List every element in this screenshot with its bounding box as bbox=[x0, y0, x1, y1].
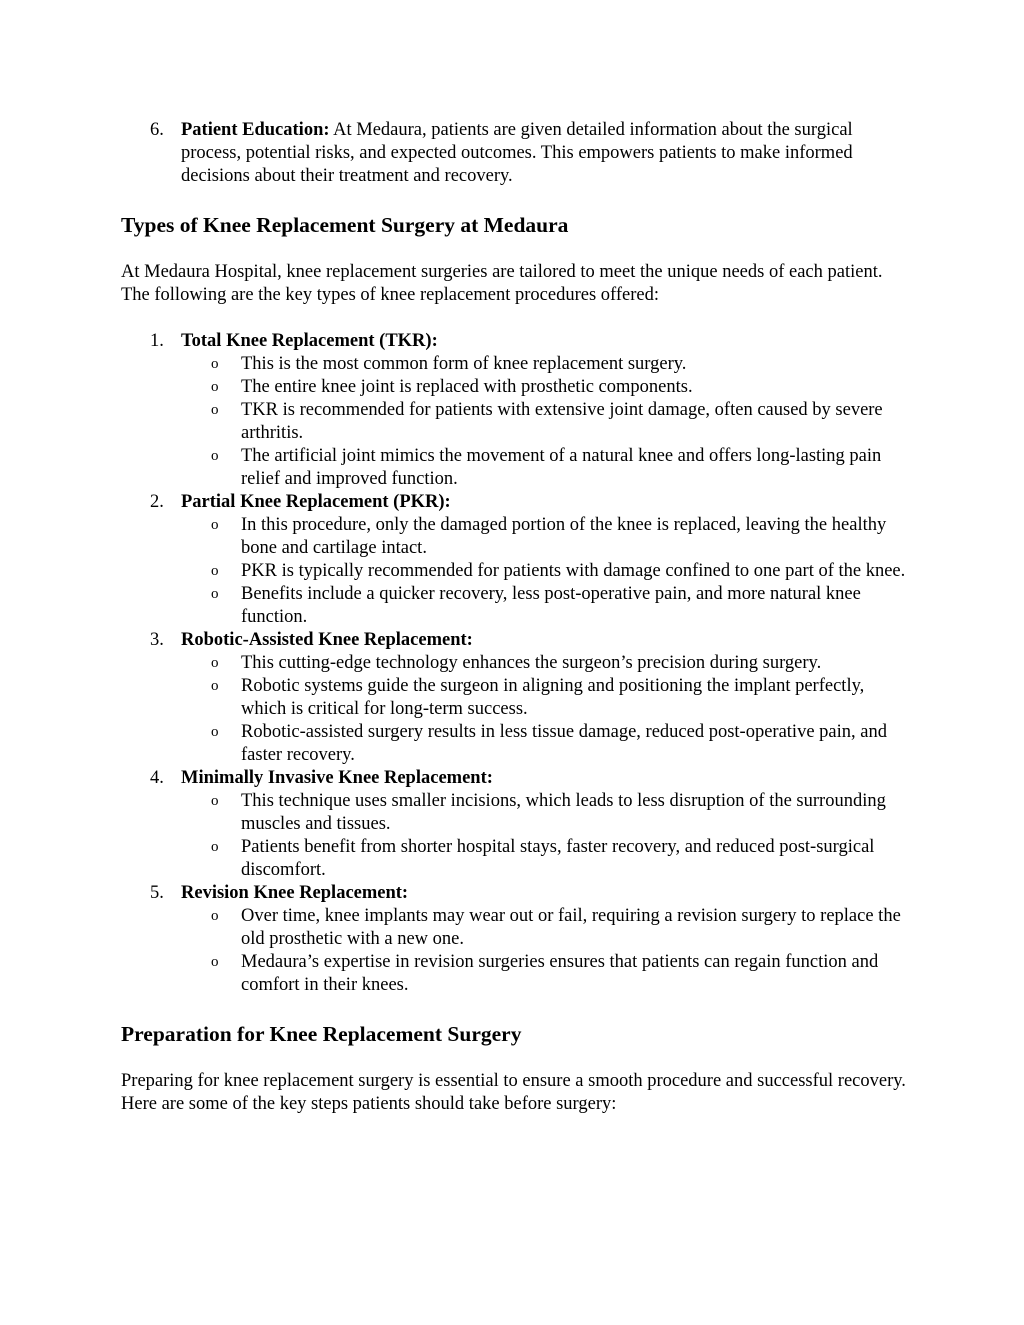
list-item-title: Patient Education: bbox=[181, 120, 330, 140]
list-number: 2. bbox=[150, 492, 164, 512]
list-number: 3. bbox=[150, 630, 164, 650]
bullet-icon: o bbox=[211, 379, 219, 395]
sub-list-item-text: Medaura’s expertise in revision surgeries ensures that patients can regain function and comfort in their knees. bbox=[241, 952, 879, 995]
bullet-icon: o bbox=[211, 655, 219, 671]
bullet-icon: o bbox=[211, 908, 219, 924]
bullet-icon: o bbox=[211, 678, 219, 694]
list-item bbox=[121, 882, 911, 905]
list-item-title: Partial Knee Replacement (PKR): bbox=[181, 492, 451, 512]
sub-list-item bbox=[121, 583, 911, 629]
section-paragraph-types: At Medaura Hospital, knee replacement surgeries are tailored to meet the unique needs of each patient. The following are the key types of knee replacement procedures offered: bbox=[121, 262, 883, 305]
sub-list-item bbox=[121, 514, 911, 560]
sub-list-item bbox=[121, 445, 911, 491]
list-item bbox=[121, 330, 911, 353]
list-item bbox=[121, 491, 911, 514]
sub-list-item-text: This cutting-edge technology enhances the surgeon’s precision during surgery. bbox=[241, 653, 822, 673]
bullet-icon: o bbox=[211, 954, 219, 970]
bullet-icon: o bbox=[211, 402, 219, 418]
list-number: 4. bbox=[150, 768, 164, 788]
types-list bbox=[121, 330, 911, 997]
list-item bbox=[121, 629, 911, 652]
sub-list-item-text: PKR is typically recommended for patients with damage confined to one part of the knee. bbox=[241, 561, 906, 581]
list-item-title: Revision Knee Replacement: bbox=[181, 883, 409, 903]
sub-list-item-text: Robotic systems guide the surgeon in aligning and positioning the implant perfectly, which is critical for long-term success. bbox=[241, 676, 865, 719]
sub-list-item bbox=[121, 353, 911, 376]
sub-list-item-text: Benefits include a quicker recovery, less post-operative pain, and more natural knee function. bbox=[241, 584, 861, 627]
sub-list-item-text: The entire knee joint is replaced with prosthetic components. bbox=[241, 377, 693, 397]
list-item-text: At Medaura, patients are given detailed information about the surgical process, potential risks, and expected outcomes. This empowers patients to make informed decisions about their treatment and recovery. bbox=[181, 120, 853, 186]
sub-list-item-text: This is the most common form of knee replacement surgery. bbox=[241, 354, 687, 374]
sub-list-item bbox=[121, 399, 911, 445]
sub-list-item bbox=[121, 560, 911, 583]
sub-list-item bbox=[121, 721, 911, 767]
list-item-title: Total Knee Replacement (TKR): bbox=[181, 331, 438, 351]
sub-list-item bbox=[121, 905, 911, 951]
sub-list-item-text: The artificial joint mimics the movement of a natural knee and offers long-lasting pain relief and improved function. bbox=[241, 446, 882, 489]
bullet-icon: o bbox=[211, 839, 219, 855]
sub-list-item-text: Patients benefit from shorter hospital stays, faster recovery, and reduced post-surgical discomfort. bbox=[241, 837, 875, 880]
sub-list-item bbox=[121, 675, 911, 721]
sub-list-item bbox=[121, 836, 911, 882]
sub-list-item-text: This technique uses smaller incisions, which leads to less disruption of the surrounding muscles and tissues. bbox=[241, 791, 886, 834]
bullet-icon: o bbox=[211, 356, 219, 372]
list-item bbox=[121, 767, 911, 790]
section-paragraph-preparation: Preparing for knee replacement surgery is essential to ensure a smooth procedure and successful recovery. Here are some of the key steps patients should take before surgery: bbox=[121, 1071, 906, 1114]
bullet-icon: o bbox=[211, 586, 219, 602]
sub-list-item-text: TKR is recommended for patients with extensive joint damage, often caused by severe arthritis. bbox=[241, 400, 883, 443]
sub-list-item bbox=[121, 951, 911, 997]
bullet-icon: o bbox=[211, 793, 219, 809]
list-item-title: Robotic-Assisted Knee Replacement: bbox=[181, 630, 473, 650]
sub-list-item bbox=[121, 376, 911, 399]
sub-list-item-text: Robotic-assisted surgery results in less tissue damage, reduced post-operative pain, and faster recovery. bbox=[241, 722, 887, 765]
list-number: 6. bbox=[150, 120, 164, 140]
list-item-patient-education bbox=[121, 119, 911, 188]
section-heading-types: Types of Knee Replacement Surgery at Medaura bbox=[121, 213, 569, 237]
bullet-icon: o bbox=[211, 563, 219, 579]
page-content bbox=[121, 119, 911, 1116]
bullet-icon: o bbox=[211, 448, 219, 464]
list-number: 5. bbox=[150, 883, 164, 903]
section-heading-preparation: Preparation for Knee Replacement Surgery bbox=[121, 1022, 522, 1046]
list-item-title: Minimally Invasive Knee Replacement: bbox=[181, 768, 493, 788]
bullet-icon: o bbox=[211, 517, 219, 533]
sub-list-item-text: Over time, knee implants may wear out or fail, requiring a revision surgery to replace the old prosthetic with a new one. bbox=[241, 906, 901, 949]
list-number: 1. bbox=[150, 331, 164, 351]
sub-list-item bbox=[121, 652, 911, 675]
sub-list-item bbox=[121, 790, 911, 836]
bullet-icon: o bbox=[211, 724, 219, 740]
sub-list-item-text: In this procedure, only the damaged portion of the knee is replaced, leaving the healthy bone and cartilage intact. bbox=[241, 515, 887, 558]
